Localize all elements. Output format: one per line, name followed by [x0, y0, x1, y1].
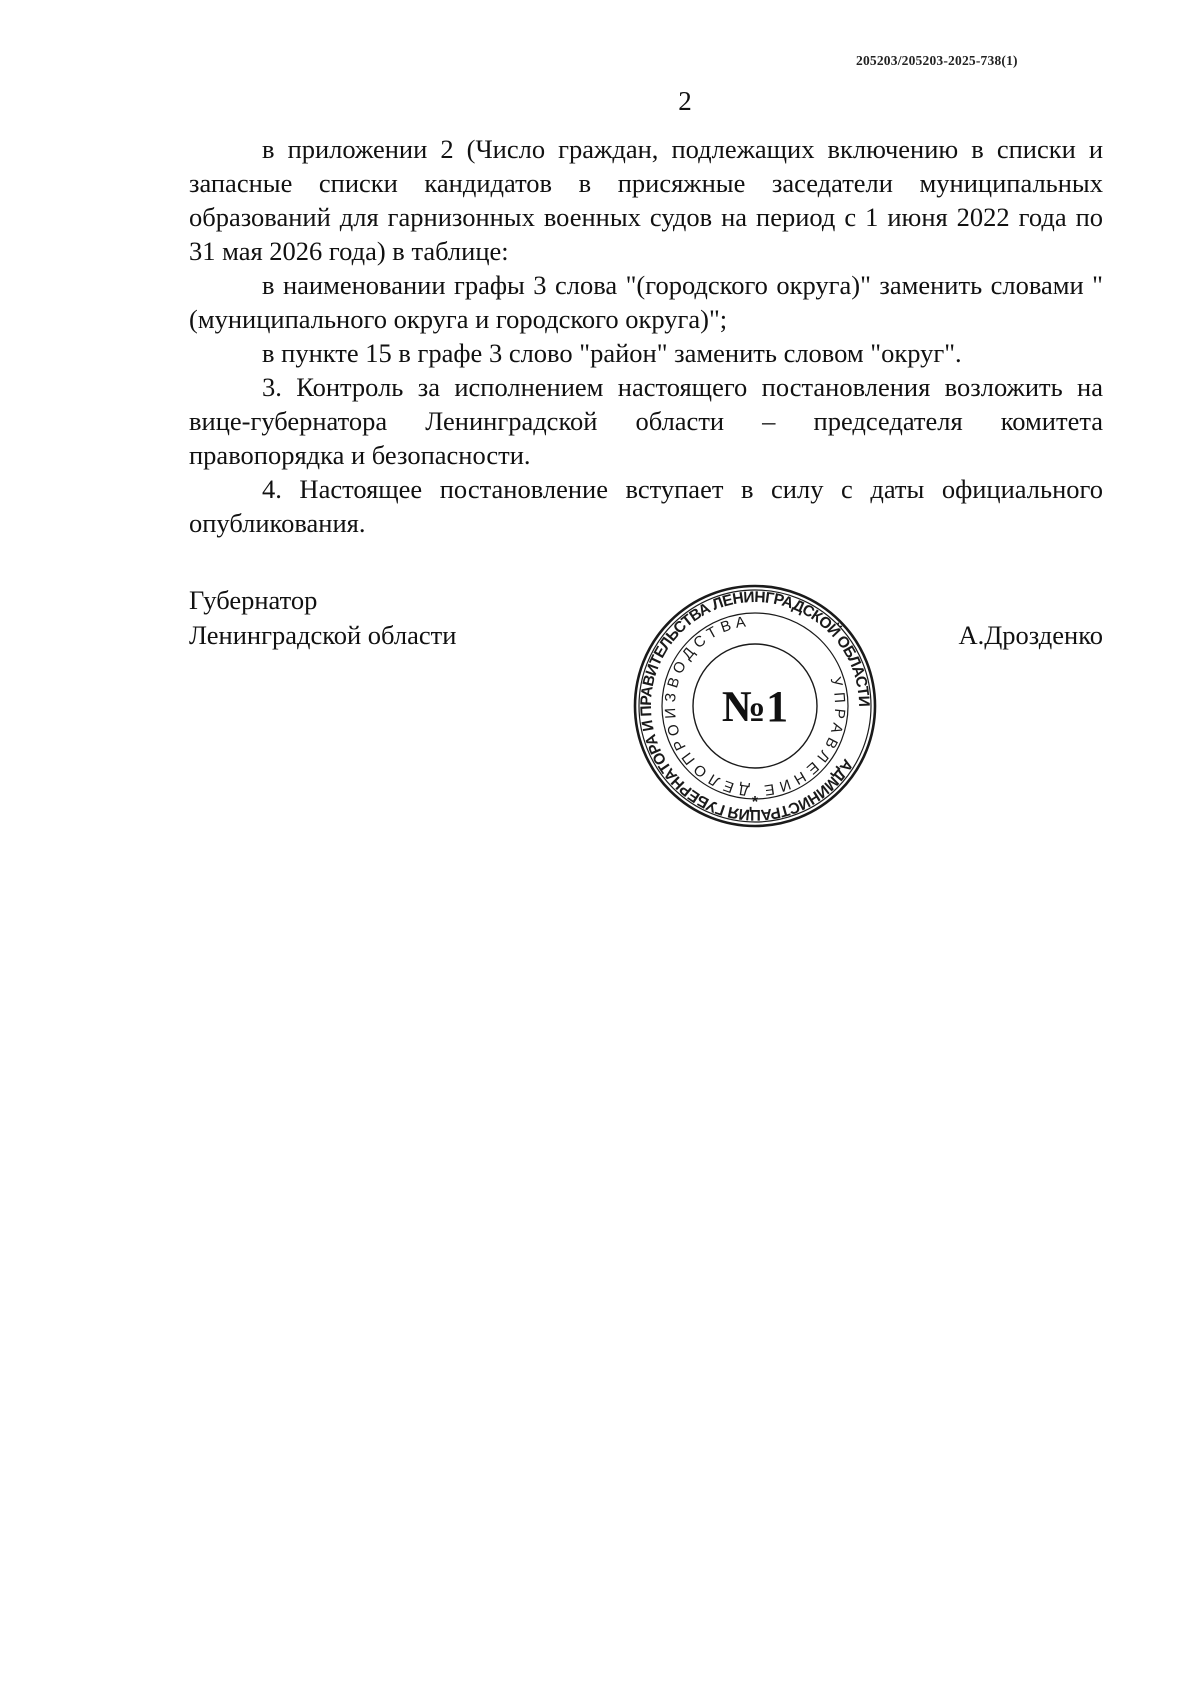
signer-name: А.Дрозденко: [958, 620, 1103, 650]
page-number: 2: [678, 86, 692, 116]
document-id: 205203/205203-2025-738(1): [856, 53, 1018, 68]
seal-outer-text: АДМИНИСТРАЦИЯ ГУБЕРНАТОРА И ПРАВИТЕЛЬСТВА ЛЕНИНГРАДСКОЙ ОБЛАСТИ: [637, 588, 873, 824]
paragraph-column-3-name: в наименовании графы 3 слова "(городского округа)" заменить словами "(муниципального округа и городского округа)";: [189, 270, 1103, 334]
paragraph-effective-date: 4. Настоящее постановление вступает в силу с даты официального опубликования.: [189, 474, 1103, 538]
signature-block: [189, 583, 456, 653]
official-seal: [632, 583, 878, 829]
paragraph-item-15: в пункте 15 в графе 3 слово "район" заменить словом "округ".: [262, 338, 962, 368]
paragraph-appendix-2: в приложении 2 (Число граждан, подлежащих включению в списки и запасные списки кандидатов в присяжные заседатели муниципальных образований для гарнизонных военных судов на период с 1 июня 2022 года по 31 мая 2026 года) в таблице:: [189, 134, 1103, 266]
seal-star-icon: *: [751, 794, 759, 811]
paragraph-control: 3. Контроль за исполнением настоящего постановления возложить на вице-губернатора Ленинградской области – председателя комитета правопорядка и безопасности.: [189, 372, 1103, 470]
signer-position-line2: Ленинградской области: [189, 620, 457, 650]
seal-number: №1: [721, 682, 789, 731]
document-body: [189, 132, 1103, 540]
seal-inner-text: УПРАВЛЕНИЕ ДЕЛОПРОИЗВОДСТВА: [661, 612, 849, 800]
signer-position-line1: Губернатор: [189, 585, 318, 615]
